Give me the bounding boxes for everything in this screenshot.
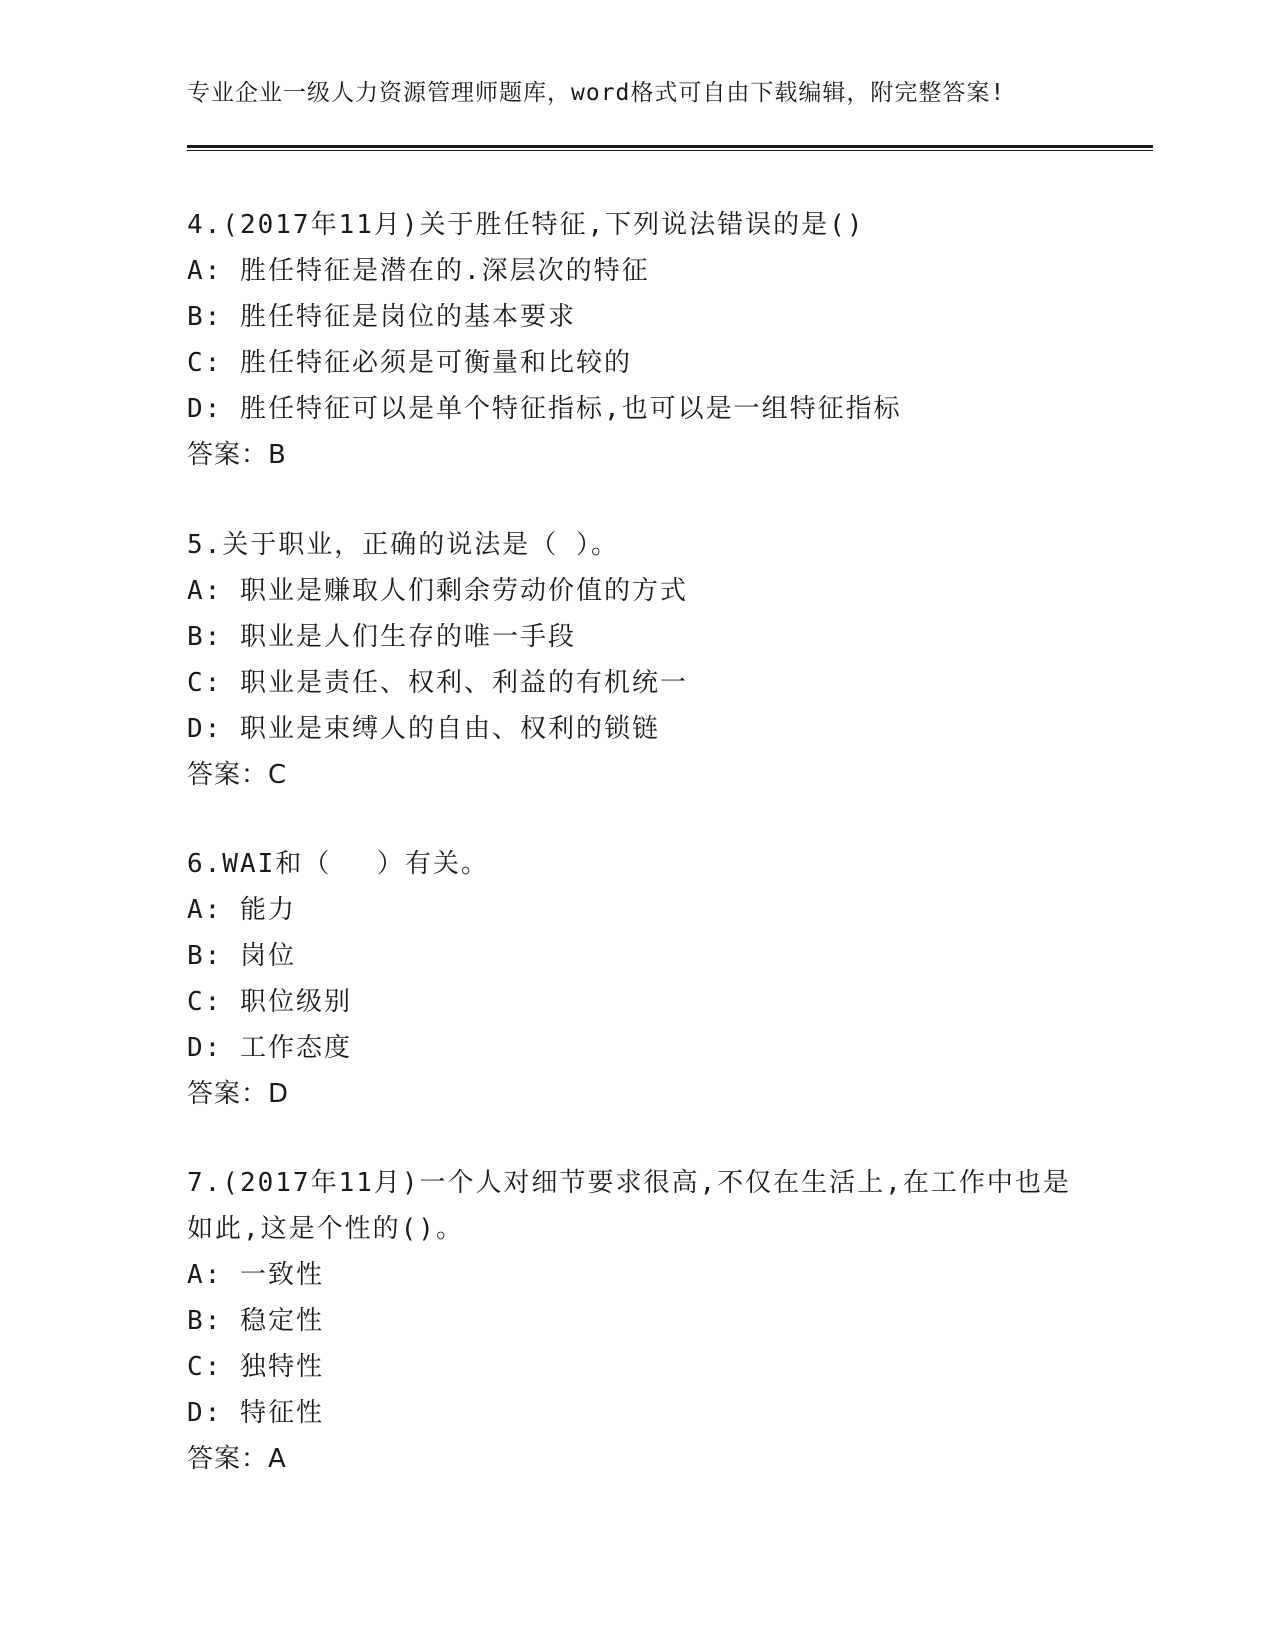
option-b: B: 岗位 — [187, 941, 296, 971]
option-c: C: 胜任特征必须是可衡量和比较的 — [187, 348, 632, 378]
option-d: D: 工作态度 — [187, 1033, 352, 1063]
page-header-text: 专业企业一级人力资源管理师题库，word格式可自由下载编辑，附完整答案! — [187, 80, 1006, 106]
option-a: A: 能力 — [187, 895, 296, 925]
option-a: A: 胜任特征是潜在的.深层次的特征 — [187, 256, 650, 286]
option-c: C: 职位级别 — [187, 987, 352, 1017]
header-divider — [187, 145, 1153, 151]
option-d: D: 胜任特征可以是单个特征指标,也可以是一组特征指标 — [187, 394, 902, 424]
question-7 — [187, 1160, 1087, 1482]
question-4 — [187, 202, 1087, 478]
answer: 答案：D — [187, 1079, 290, 1109]
option-c: C: 职业是责任、权利、利益的有机统一 — [187, 668, 688, 698]
question-stem: 5.关于职业，正确的说法是（ ）。 — [187, 530, 619, 560]
answer: 答案：A — [187, 1444, 287, 1474]
answer: 答案：B — [187, 440, 287, 470]
option-c: C: 独特性 — [187, 1352, 324, 1382]
option-b: B: 职业是人们生存的唯一手段 — [187, 622, 576, 652]
option-b: B: 胜任特征是岗位的基本要求 — [187, 302, 576, 332]
option-a: A: 职业是赚取人们剩余劳动价值的方式 — [187, 576, 688, 606]
question-5 — [187, 522, 1087, 798]
question-stem: 6.WAI和（ ）有关。 — [187, 849, 489, 879]
answer: 答案：C — [187, 760, 288, 790]
option-b: B: 稳定性 — [187, 1306, 324, 1336]
question-stem-line-1: 7.(2017年11月)一个人对细节要求很高,不仅在生活上,在工作中也是 — [187, 1168, 1071, 1198]
option-d: D: 特征性 — [187, 1398, 324, 1428]
option-a: A: 一致性 — [187, 1260, 324, 1290]
question-6 — [187, 841, 1087, 1117]
question-stem-line-2: 如此,这是个性的()。 — [187, 1214, 464, 1244]
option-d: D: 职业是束缚人的自由、权利的锁链 — [187, 714, 660, 744]
question-stem: 4.(2017年11月)关于胜任特征,下列说法错误的是() — [187, 210, 865, 240]
